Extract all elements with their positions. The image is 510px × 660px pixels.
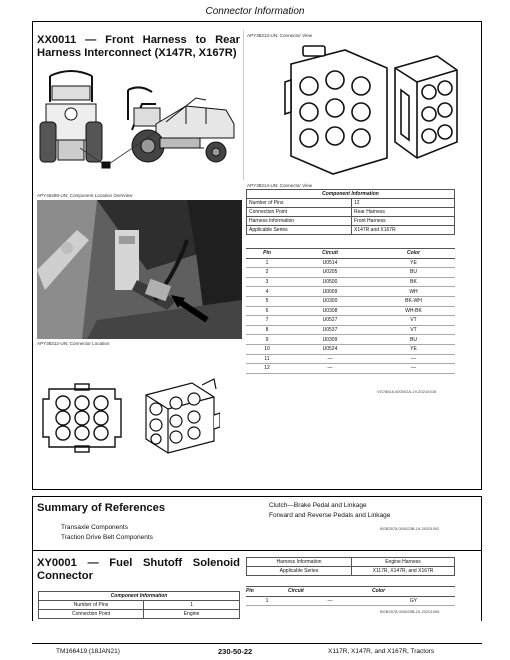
- section1-ref-code: VG78618,000002A-19-20210108: [377, 389, 436, 394]
- circuit-cell: U0300: [288, 296, 372, 306]
- section2-left-border: [32, 551, 33, 621]
- pin-cell: 10: [246, 344, 288, 354]
- circuit-cell: U0527: [288, 316, 372, 326]
- section1-bottom-rule: [32, 489, 482, 490]
- summary-top-rule: [32, 496, 482, 497]
- summary-bottom-rule: [32, 550, 482, 551]
- color-cell: —: [372, 364, 455, 374]
- info-label: Number of Pins: [39, 601, 144, 610]
- header-rule: [32, 21, 482, 22]
- table-row: [246, 258, 455, 268]
- section2-title-line2: Connector: [37, 570, 93, 582]
- pin-cell: 12: [246, 364, 288, 374]
- summary-link[interactable]: Clutch—Brake Pedal and Linkage: [269, 502, 367, 509]
- pin-cell: 1: [246, 596, 288, 606]
- section1-title-line1: XX0011 — Front Harness to Rear: [37, 34, 240, 46]
- component-info-header: Component Information: [39, 592, 240, 601]
- table-row: [246, 268, 455, 278]
- color-header: Color: [372, 587, 455, 597]
- info-value: Rear Harness: [352, 208, 455, 217]
- summary-ref-code: BGB2578,000023B-19-20201002: [380, 526, 440, 531]
- color-cell: VT: [372, 325, 455, 335]
- summary-right-border: [481, 496, 482, 550]
- info-label: Number of Pins: [247, 199, 352, 208]
- info-value: X117R, X147R, and X167R: [352, 567, 455, 576]
- connector-3d-diagram: [132, 375, 220, 457]
- color-cell: VT: [372, 316, 455, 326]
- color-cell: BK-WH: [372, 296, 455, 306]
- circuit-cell: —: [288, 596, 372, 606]
- pin-cell: 11: [246, 354, 288, 364]
- section2-right-border: [481, 551, 482, 621]
- pin-cell: 2: [246, 268, 288, 278]
- pin-cell: 1: [246, 258, 288, 268]
- circuit-cell: U0308: [288, 306, 372, 316]
- footer-page-number: 230-50-22: [218, 647, 253, 656]
- table-row: [247, 558, 455, 567]
- pin-table: [246, 248, 455, 374]
- table-row: [246, 335, 455, 345]
- table-row: [39, 610, 240, 619]
- page-header-title: Connector Information: [205, 6, 305, 17]
- connector-location-caption: APY38312-UN: Connector Location: [37, 341, 110, 346]
- section2-title-line1: XY0001 — Fuel Shutoff Solenoid: [37, 557, 240, 569]
- component-info-header: Component Information: [247, 190, 455, 199]
- section2-component-info-table: [38, 591, 240, 619]
- summary-link[interactable]: Forward and Reverse Pedals and Linkage: [269, 512, 391, 519]
- circuit-header: Circuit: [288, 249, 372, 259]
- info-value: 12: [352, 199, 455, 208]
- info-value: X147R and X167R: [352, 226, 455, 235]
- table-row: [246, 277, 455, 287]
- pin-cell: 7: [246, 316, 288, 326]
- table-row: [246, 325, 455, 335]
- info-value: Front Harness: [352, 217, 455, 226]
- pin-cell: 6: [246, 306, 288, 316]
- table-row: [246, 287, 455, 297]
- info-label: Applicable Series: [247, 226, 352, 235]
- table-row: [246, 596, 455, 606]
- color-cell: —: [372, 354, 455, 364]
- footer-rule: [32, 643, 482, 644]
- pin-cell: 8: [246, 325, 288, 335]
- section1-right-border: [481, 21, 482, 489]
- table-row: [246, 296, 455, 306]
- summary-title: Summary of References: [37, 502, 166, 514]
- summary-link[interactable]: Traction Drive Belt Components: [61, 534, 153, 541]
- summary-right-links: [269, 501, 390, 521]
- section2-pin-table: [246, 586, 455, 606]
- table-row: [247, 226, 455, 235]
- pin-cell: 5: [246, 296, 288, 306]
- connector-view-table-caption: APY38314-UN: Connector View: [247, 183, 313, 188]
- summary-link[interactable]: Transaxle Components: [61, 524, 128, 531]
- harness-info-table: [246, 557, 455, 576]
- table-row: [246, 316, 455, 326]
- connector-location-photo: [37, 200, 242, 339]
- table-row: [39, 601, 240, 610]
- pin-header: Pin: [246, 587, 288, 597]
- summary-left-links: [61, 523, 153, 543]
- color-cell: BU: [372, 335, 455, 345]
- pin-header: Pin: [246, 249, 288, 259]
- summary-left-border: [32, 496, 33, 550]
- circuit-cell: U0205: [288, 268, 372, 278]
- color-cell: YE: [372, 258, 455, 268]
- pin-cell: 3: [246, 277, 288, 287]
- table-row: [247, 199, 455, 208]
- table-row: [246, 344, 455, 354]
- pin-cell: 4: [246, 287, 288, 297]
- color-cell: GY: [372, 596, 455, 606]
- color-cell: BK: [372, 277, 455, 287]
- table-row: [246, 364, 455, 374]
- component-info-table: [246, 189, 455, 235]
- circuit-header: Circuit: [288, 587, 372, 597]
- connector-face-diagram: [41, 383, 123, 453]
- table-row: [247, 567, 455, 576]
- circuit-cell: U0514: [288, 258, 372, 268]
- section1-title-line2: Harness Interconnect (X147R, X167R): [37, 47, 237, 59]
- info-value: Engine: [144, 610, 240, 619]
- pin-table-body: [246, 258, 455, 373]
- info-value: 1: [144, 601, 240, 610]
- color-cell: WH-BK: [372, 306, 455, 316]
- section2-ref-code: BGB2578,000025B-19-20201005: [380, 609, 440, 614]
- connector-view-top-caption: APY38313-UN: Connector View: [247, 33, 313, 38]
- circuit-cell: —: [288, 354, 372, 364]
- info-label: Applicable Series: [247, 567, 352, 576]
- circuit-cell: U0009: [288, 287, 372, 297]
- info-label: Connection Point: [39, 610, 144, 619]
- pin-cell: 9: [246, 335, 288, 345]
- connector-top-diagram: [283, 42, 463, 182]
- circuit-cell: U0309: [288, 335, 372, 345]
- circuit-cell: —: [288, 364, 372, 374]
- footer-doc-id: TM166419 (18JAN21): [56, 648, 120, 655]
- tractor-diagram: [36, 62, 240, 192]
- location-overview-caption: APY45489-UN: Component Location Overview: [37, 193, 133, 198]
- circuit-cell: U0524: [288, 344, 372, 354]
- circuit-cell: U0537: [288, 325, 372, 335]
- section1-left-border: [32, 21, 33, 489]
- color-cell: WH: [372, 287, 455, 297]
- table-row: [247, 217, 455, 226]
- table-row: [247, 208, 455, 217]
- info-value: Engine Harness: [352, 558, 455, 567]
- color-header: Color: [372, 249, 455, 259]
- table-row: [246, 354, 455, 364]
- footer-model-list: X117R, X147R, and X167R, Tractors: [328, 648, 435, 655]
- color-cell: YE: [372, 344, 455, 354]
- color-cell: BU: [372, 268, 455, 278]
- circuit-cell: U0500: [288, 277, 372, 287]
- info-label: Connection Point: [247, 208, 352, 217]
- info-label: Harness Information: [247, 217, 352, 226]
- info-label: Harness Information: [247, 558, 352, 567]
- table-row: [246, 306, 455, 316]
